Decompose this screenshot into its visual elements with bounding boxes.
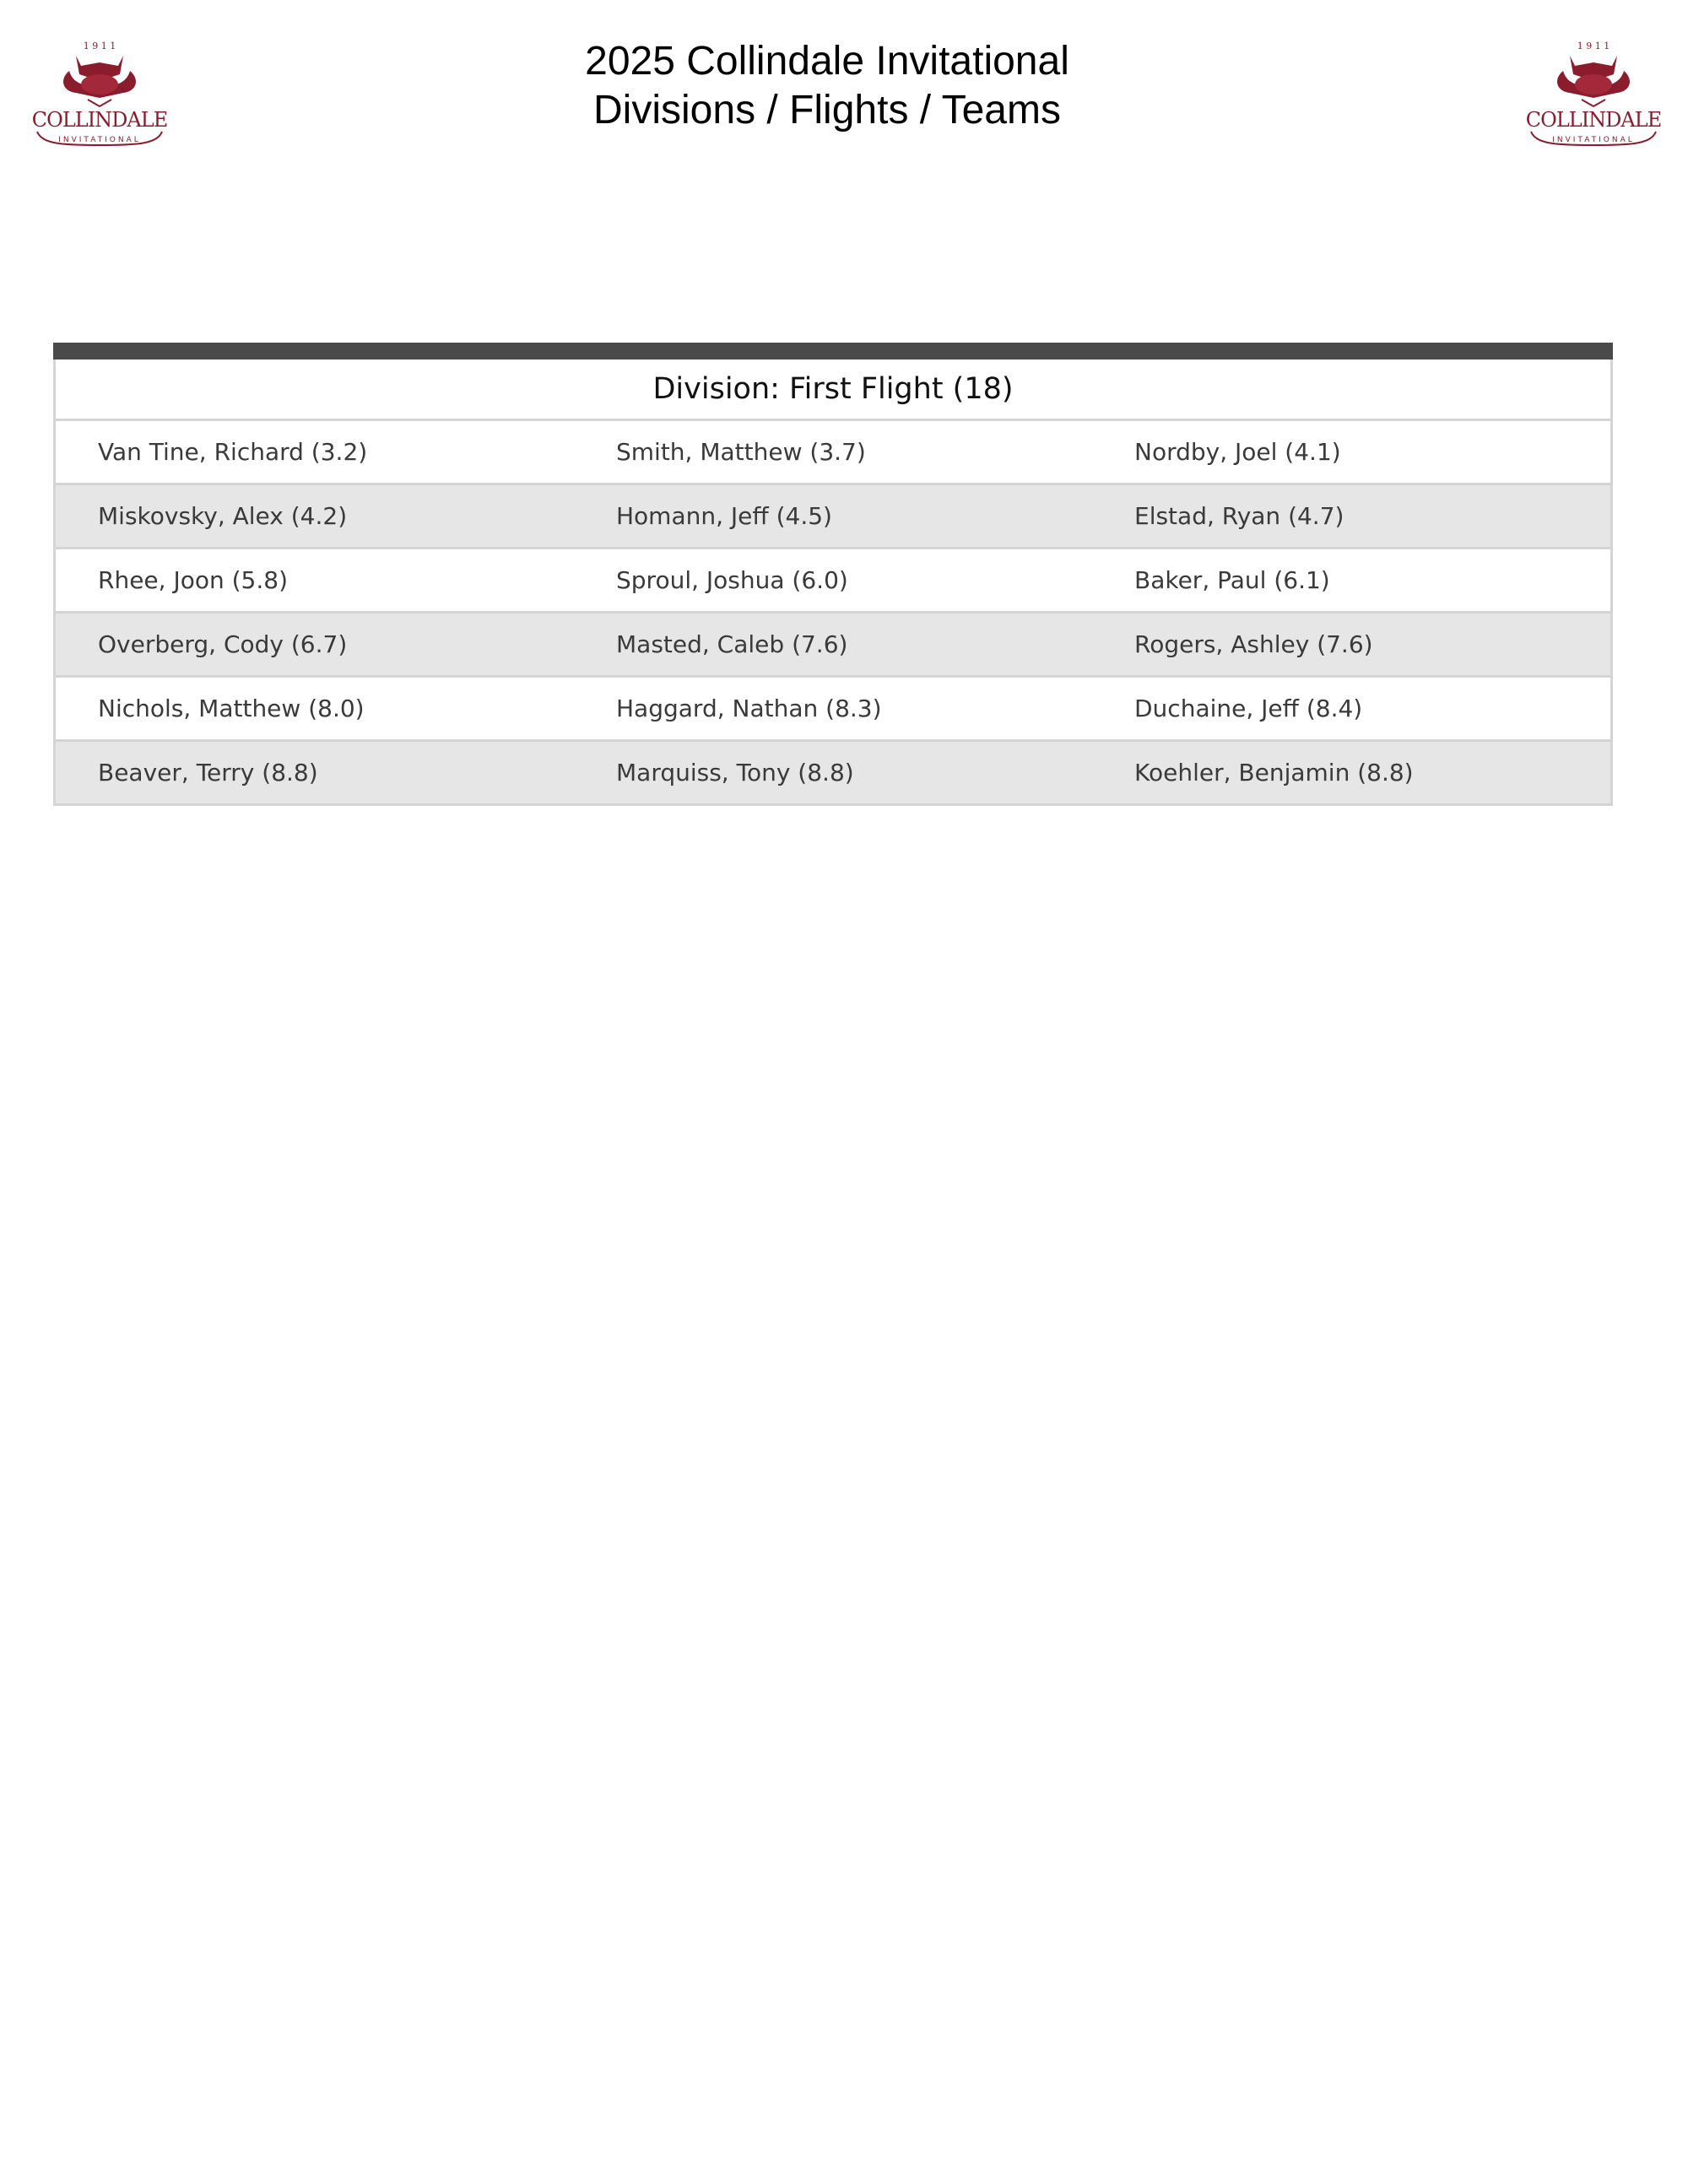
player-cell: Duchaine, Jeff (8.4)	[1134, 695, 1363, 722]
page-title-line-1: 2025 Collindale Invitational	[585, 39, 1069, 84]
player-cell: Marquiss, Tony (8.8)	[616, 759, 854, 787]
table-row	[56, 549, 1610, 614]
table-top-bar	[53, 343, 1613, 359]
page-title-line-2: Divisions / Flights / Teams	[593, 88, 1061, 132]
logo-subtext: INVITATIONAL	[1552, 136, 1635, 144]
player-cell: Overberg, Cody (6.7)	[98, 630, 348, 658]
player-cell: Sproul, Joshua (6.0)	[616, 566, 848, 594]
division-table	[53, 343, 1613, 806]
crest-icon	[1519, 37, 1668, 152]
player-cell: Haggard, Nathan (8.3)	[616, 695, 882, 722]
division-title: Division: First Flight (18)	[56, 359, 1610, 421]
player-cell: Beaver, Terry (8.8)	[98, 759, 318, 787]
table-row	[56, 614, 1610, 678]
player-cell: Smith, Matthew (3.7)	[616, 438, 866, 466]
player-cell: Van Tine, Richard (3.2)	[98, 438, 368, 466]
player-cell: Elstad, Ryan (4.7)	[1134, 502, 1344, 530]
player-cell: Baker, Paul (6.1)	[1134, 566, 1330, 594]
logo-year: 1 9 1 1	[1577, 41, 1610, 51]
player-cell: Koehler, Benjamin (8.8)	[1134, 759, 1414, 787]
logo-subtext: INVITATIONAL	[58, 136, 141, 144]
player-cell: Nichols, Matthew (8.0)	[98, 695, 365, 722]
table-row	[56, 485, 1610, 549]
collindale-logo-left	[25, 37, 174, 152]
logo-text: COLLINDALE	[1525, 108, 1662, 132]
player-cell: Nordby, Joel (4.1)	[1134, 438, 1341, 466]
logo-year: 1 9 1 1	[83, 41, 116, 51]
player-cell: Rogers, Ashley (7.6)	[1134, 630, 1373, 658]
player-cell: Homann, Jeff (4.5)	[616, 502, 832, 530]
page-title	[338, 37, 1317, 135]
table-row	[56, 421, 1610, 485]
logo-text: COLLINDALE	[31, 108, 168, 132]
table-row	[56, 742, 1610, 803]
table-row	[56, 678, 1610, 742]
player-cell: Masted, Caleb (7.6)	[616, 630, 848, 658]
player-cell: Miskovsky, Alex (4.2)	[98, 502, 348, 530]
player-cell: Rhee, Joon (5.8)	[98, 566, 288, 594]
collindale-logo-right	[1519, 37, 1668, 152]
crest-icon	[25, 37, 174, 152]
